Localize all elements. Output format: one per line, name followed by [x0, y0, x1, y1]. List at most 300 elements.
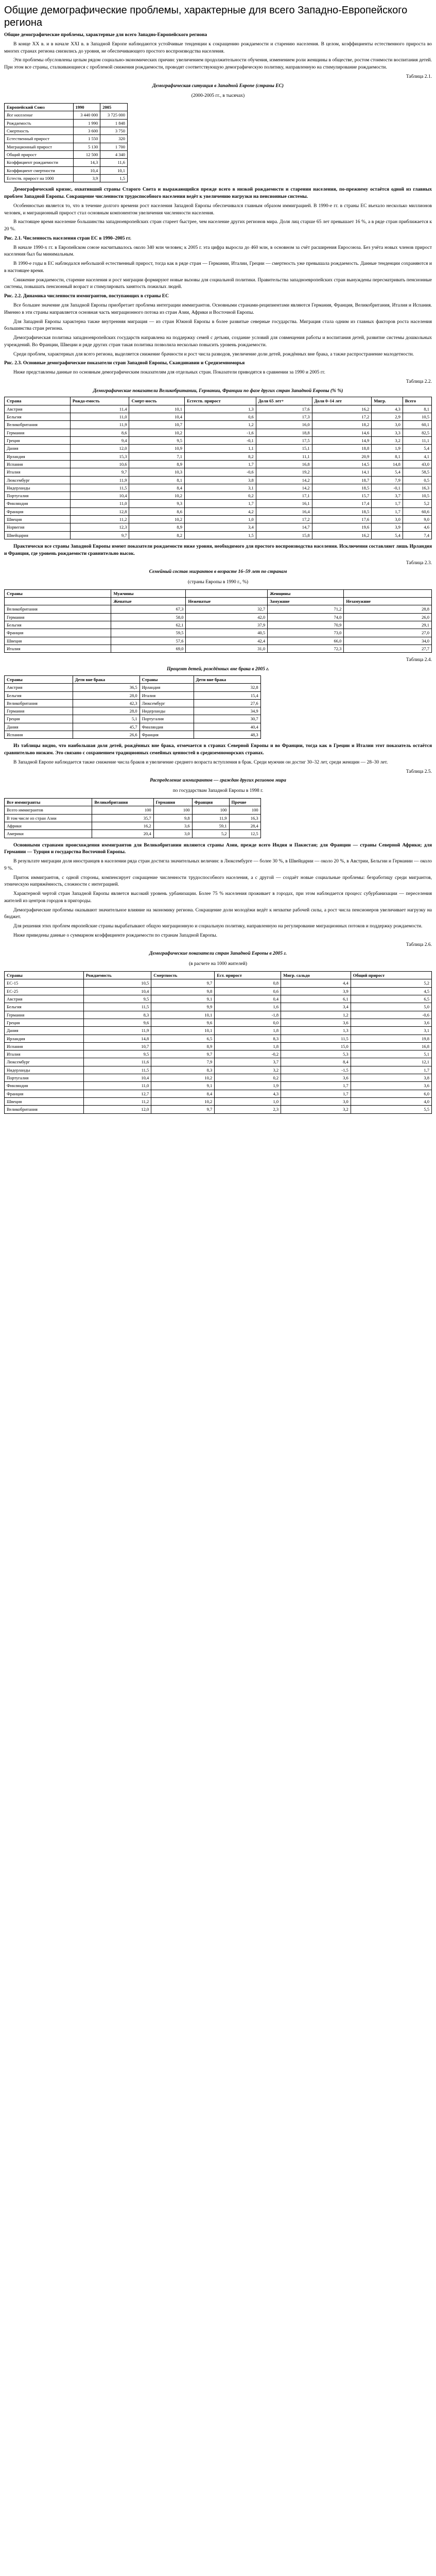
- table-cell: Коэффициент рождаемости: [5, 159, 74, 166]
- table-row: [5, 629, 432, 637]
- table-cell: 9,6: [151, 1019, 215, 1026]
- paragraph-20: Основными странами происхождения иммигрантов для Великобритании являются страны Азии, прежде всего Индия и Пакистан; для Франции — страны Северной Африки; для Германии — Турция и государства Восточной Европы.: [4, 842, 432, 855]
- table-cell: 8,9: [129, 460, 185, 468]
- table-cell: 58,0: [111, 613, 186, 621]
- table-cell: 3,6: [281, 1019, 351, 1026]
- paragraph-11: Все большее значение для Западной Европы приобретает проблема интеграции иммигрантов. Основными странами-реципиентами являются Германия, Франция, Великобритания, Италия и Испания. Именно в эти страны направляется основная часть миграционного потока из стран Азии, Африки и Восточной Европы.: [4, 302, 432, 315]
- table-5: [4, 798, 261, 838]
- table-cell: Франция: [5, 507, 71, 515]
- table1-caption: Демографическая ситуация в Западной Европе (страны ЕС): [152, 83, 284, 89]
- table-row: [5, 127, 128, 135]
- table-cell: 4,3: [372, 405, 403, 413]
- table-cell: 60,1: [403, 421, 431, 429]
- paragraph-8: В 1990-е годы в ЕС наблюдался небольшой естественный прирост, тогда как в ряде стран — Германии, Италии, Греции — смертность уже превышала рождаемость. Данные тенденции сохраняются и в настоящее время.: [4, 261, 432, 274]
- table-cell: 9,1: [151, 995, 215, 1003]
- table-cell: Италия: [5, 645, 111, 653]
- table-cell: 28,0: [73, 691, 139, 699]
- table-cell: 34,0: [344, 637, 432, 645]
- table-cell: 9,5: [83, 1050, 151, 1058]
- table-cell: Бельгия: [5, 1003, 84, 1011]
- table-cell: 19,8: [351, 1035, 431, 1042]
- table5-label: Таблица 2.5.: [406, 769, 432, 774]
- table-cell: Италия: [5, 468, 71, 476]
- table-cell: 12 500: [73, 151, 100, 159]
- table-row: [5, 637, 432, 645]
- table-row: [5, 830, 261, 838]
- table-cell: 10,2: [151, 1074, 215, 1082]
- table-cell: 58,5: [403, 468, 431, 476]
- table-cell: 3,0: [372, 421, 403, 429]
- table-cell: Финляндия: [5, 1082, 84, 1090]
- table-cell: Бельгия: [5, 413, 71, 421]
- table-row: [5, 1042, 432, 1050]
- table-header-row: [5, 675, 261, 683]
- table-cell: 4,0: [351, 1098, 431, 1106]
- table-header-cell: Ест. прирост: [215, 972, 281, 979]
- table-cell: 0,2: [215, 1074, 281, 1082]
- paragraph-1: В конце ХХ в. и в начале XXI в. в Западной Европе наблюдаются устойчивые тенденции к сокращению рождаемости и старению населения. В целом, коэффициенты естественного прироста во многих странах региона снизились до уровня, не обеспечивающего простого воспроизводства населения.: [4, 41, 432, 54]
- table-cell: 5,2: [403, 500, 431, 507]
- table-cell: Америки: [5, 830, 92, 838]
- table-cell: 8,4: [129, 484, 185, 492]
- table-cell: 40,5: [186, 629, 268, 637]
- table-header-cell: Европейский Союз: [5, 104, 74, 111]
- table-cell: Естественный прирост: [5, 135, 74, 143]
- table-header-cell: Страны: [139, 675, 194, 683]
- table-row: [5, 476, 432, 484]
- table-cell: 3,9: [281, 987, 351, 995]
- table-cell: 27,0: [344, 629, 432, 637]
- table-cell: 4 340: [100, 151, 128, 159]
- table-cell: 15,7: [312, 492, 372, 500]
- table-cell: 5,5: [351, 1106, 431, 1113]
- table-cell: 1,9: [372, 445, 403, 452]
- table-header-cell: Доля 0–14 лет: [312, 397, 372, 405]
- table-cell: Италия: [139, 691, 194, 699]
- table-cell: Италия: [5, 1050, 84, 1058]
- table-cell: 5,1: [73, 715, 139, 723]
- table-row: [5, 405, 432, 413]
- table-cell: 3,3: [372, 429, 403, 436]
- table-cell: 40,4: [194, 723, 260, 731]
- table-cell: 28,0: [73, 707, 139, 715]
- table-cell: 1,7: [372, 507, 403, 515]
- table-cell: Общий прирост: [5, 151, 74, 159]
- table-cell: 1,3: [184, 405, 256, 413]
- table-cell: 3,6: [351, 1019, 431, 1026]
- table-cell: 28,8: [344, 605, 432, 613]
- table-cell: 3,8: [351, 1074, 431, 1082]
- table-cell: 7,4: [403, 531, 431, 539]
- table-cell: 74,0: [268, 613, 344, 621]
- table-cell: 15,3: [70, 452, 129, 460]
- table-4: [4, 675, 261, 739]
- table-cell: Дания: [5, 445, 71, 452]
- table-cell: 10,7: [129, 421, 185, 429]
- table-cell: 8,3: [215, 1035, 281, 1042]
- table-cell: -0,1: [372, 484, 403, 492]
- table-cell: 18,8: [256, 429, 312, 436]
- table-cell: 9,9: [151, 1003, 215, 1011]
- paragraph-3: Демографический кризис, охвативший страны Старого Света и выражающийся прежде всего в низкой рождаемости и старении населения, по-прежнему остаётся одной из главных проблем Западной Европы. Сокращение численности трудоспособного населения ведёт к увеличению нагрузки на пенсионные системы.: [4, 187, 432, 200]
- table-cell: Франция: [5, 1090, 84, 1097]
- table-row: [5, 806, 261, 814]
- table-cell: 11,9: [70, 476, 129, 484]
- table-row: [5, 1090, 432, 1097]
- table-cell: Испания: [5, 1042, 84, 1050]
- table-cell: 14,8: [372, 460, 403, 468]
- table-cell: 9,0: [403, 516, 431, 523]
- table-cell: -0,6: [351, 1011, 431, 1019]
- table-row: [5, 436, 432, 444]
- table-subheader-cell: Женатые: [111, 598, 186, 605]
- table-row: [5, 1035, 432, 1042]
- table-cell: 6,5: [151, 1035, 215, 1042]
- table-cell: 42,4: [186, 637, 268, 645]
- table3-subcaption: (страны Европы в 1990 г., %): [187, 580, 249, 585]
- table-cell: -0,1: [184, 436, 256, 444]
- table-cell: 1,8: [215, 1042, 281, 1050]
- table-cell: 10,5: [83, 979, 151, 987]
- table-cell: 17,6: [256, 405, 312, 413]
- table-cell: 8,9: [129, 523, 185, 531]
- table-header-cell: Дети вне брака: [73, 675, 139, 683]
- table-cell: 2,9: [372, 413, 403, 421]
- table-row: [5, 723, 261, 731]
- table-cell: 9,8: [153, 814, 192, 822]
- table-cell: 15,8: [256, 531, 312, 539]
- table-cell: 5,4: [403, 445, 431, 452]
- table-cell: 31,0: [186, 645, 268, 653]
- table-row: [5, 531, 432, 539]
- table-3: [4, 589, 432, 653]
- table-cell: Бельгия: [5, 621, 111, 629]
- table-cell: 3 750: [100, 127, 128, 135]
- table-row: [5, 452, 432, 460]
- table6-label: Таблица 2.6.: [406, 942, 432, 947]
- paragraph-16: Ниже представлены данные по основным демографическим показателям для отдельных стран. Показатели приводятся в сравнении за 1990 и 2005 гг.: [13, 370, 325, 376]
- table-cell: Испания: [5, 731, 73, 739]
- table-cell: 1,0: [184, 516, 256, 523]
- page-title: Общие демографические проблемы, характерные для всего Западно-Европейского региона: [4, 5, 408, 28]
- table-cell: 18,5: [312, 507, 372, 515]
- table-cell: 42,0: [186, 613, 268, 621]
- table-cell: 9,4: [70, 436, 129, 444]
- table-row: [5, 814, 261, 822]
- table-cell: 14,2: [256, 476, 312, 484]
- table-cell: 4,4: [281, 979, 351, 987]
- table-cell: 7,1: [129, 452, 185, 460]
- table-cell: 59,1: [192, 822, 229, 829]
- table-cell: 9,7: [151, 979, 215, 987]
- table-cell: 57,6: [111, 637, 186, 645]
- table-cell: 9,5: [83, 995, 151, 1003]
- table-cell: Великобритания: [5, 699, 73, 707]
- table-cell: 1,1: [184, 445, 256, 452]
- table-cell: 3,4: [281, 1003, 351, 1011]
- table-header-cell: Страны: [5, 972, 84, 979]
- table-cell: 3,1: [184, 484, 256, 492]
- table-row: [5, 621, 432, 629]
- table-cell: 8,2: [184, 452, 256, 460]
- paragraph-7: В начале 1990-х гг. в Европейском союзе насчитывалось около 340 млн человек; к 2005 г. эта цифра выросла до 460 млн, в основном за счёт расширения Евросоюза. Без учёта новых членов прирост населения был бы минимальным.: [4, 245, 432, 258]
- table-row: [5, 429, 432, 436]
- table-cell: 8,3: [151, 1066, 215, 1074]
- table-cell: Нидерланды: [5, 1066, 84, 1074]
- table-cell: 72,3: [268, 645, 344, 653]
- table-cell: 14,6: [312, 429, 372, 436]
- table-cell: 100: [192, 806, 229, 814]
- table-cell: 18,2: [312, 421, 372, 429]
- table-cell: 26,0: [344, 613, 432, 621]
- table-cell: 30,7: [194, 715, 260, 723]
- table-cell: 5,1: [351, 1050, 431, 1058]
- table-cell: 10,3: [129, 468, 185, 476]
- table-cell: 10,4: [70, 492, 129, 500]
- table-cell: 8,9: [151, 1042, 215, 1050]
- table-cell: 11,5: [83, 1003, 151, 1011]
- table-cell: 11,0: [70, 413, 129, 421]
- table-cell: 1,5: [184, 531, 256, 539]
- table-cell: 8,2: [129, 531, 185, 539]
- table-cell: Швейцария: [5, 531, 71, 539]
- paragraph-12: Для Западной Европы характерна также внутренняя миграция — из стран Южной Европы в более развитые северные государства. Миграция стала одним из главных факторов роста населения большинства стран региона.: [4, 319, 432, 332]
- table-cell: 7,9: [151, 1058, 215, 1066]
- table-row: [5, 707, 261, 715]
- table-row: [5, 500, 432, 507]
- table-cell: 11,1: [256, 452, 312, 460]
- table-cell: 5,4: [372, 531, 403, 539]
- table-cell: 12,7: [83, 1090, 151, 1097]
- table-cell: 20,9: [312, 452, 372, 460]
- table-cell: 1,3: [281, 1027, 351, 1035]
- table-subheader-row: [5, 598, 432, 605]
- table-cell: 15,4: [194, 691, 260, 699]
- table-cell: Финляндия: [5, 500, 71, 507]
- table-cell: 2,3: [215, 1106, 281, 1113]
- table-cell: 8,1: [372, 452, 403, 460]
- table-cell: 27,6: [194, 699, 260, 707]
- table-cell: 1,2: [184, 421, 256, 429]
- table-cell: 9,7: [151, 1106, 215, 1113]
- table-cell: Австрия: [5, 995, 84, 1003]
- table-cell: Австрия: [5, 405, 71, 413]
- table-cell: 1,5: [100, 174, 128, 182]
- table-cell: Все население: [5, 111, 74, 119]
- table-cell: 32,8: [194, 684, 260, 691]
- paragraph-13: Демографическая политика западноевропейских государств направлена на поддержку семей с детьми, создание условий для совмещения работы и воспитания детей, развитие системы дошкольных учреждений. Во Франции, Швеции и ряде других стран такая политика позволила несколько повысить уровень рождаемости.: [4, 335, 432, 348]
- table-cell: 16,3: [229, 814, 260, 822]
- table-row: [5, 715, 261, 723]
- table-cell: Австрия: [5, 684, 73, 691]
- table-header-cell: Всего: [403, 397, 431, 405]
- table-cell: Франция: [139, 731, 194, 739]
- intro-heading: Общие демографические проблемы, характерные для всего Западно-Европейского региона: [4, 32, 207, 38]
- table-cell: 29,1: [344, 621, 432, 629]
- table-cell: 8,6: [129, 507, 185, 515]
- table-cell: 3,9: [73, 174, 100, 182]
- table-cell: Германия: [5, 429, 71, 436]
- table-cell: 3 725 000: [100, 111, 128, 119]
- table-cell: 10,5: [403, 492, 431, 500]
- table-cell: 82,5: [403, 429, 431, 436]
- table-cell: 0,4: [215, 995, 281, 1003]
- table-cell: 3,0: [281, 1098, 351, 1106]
- table-row: [5, 445, 432, 452]
- table-cell: 10,1: [151, 1011, 215, 1019]
- table-cell: Африки: [5, 822, 92, 829]
- table-cell: Финляндия: [139, 723, 194, 731]
- table-row: [5, 645, 432, 653]
- table-cell: 5,0: [351, 1003, 431, 1011]
- table-row: [5, 979, 432, 987]
- table5-subcaption: по государствам Западной Европы в 1998 г.: [172, 788, 264, 794]
- paragraph-22: Приток иммигрантов, с одной стороны, компенсирует сокращение численности трудоспособного населения, а с другой — создаёт новые социальные проблемы: безработицу среди мигрантов, этническую напряжённость, сложности с интеграцией.: [4, 875, 432, 888]
- document-page: [0, 0, 436, 1114]
- table-cell: 1 848: [100, 119, 128, 127]
- table-row: [5, 1066, 432, 1074]
- table-cell: 3,2: [215, 1066, 281, 1074]
- table-header-cell: Естеств. прирост: [184, 397, 256, 405]
- table-cell: 19,2: [256, 468, 312, 476]
- table-cell: 1,0: [215, 1098, 281, 1106]
- table-row: [5, 460, 432, 468]
- table-subheader-cell: Замужние: [268, 598, 344, 605]
- paragraph-4: Особенностью является то, что в течение долгого времени рост населения Западной Европы обеспечивался главным образом иммиграцией. В 1990-е гг. в страны ЕС въехало несколько миллионов человек, и миграционный прирост стал основным компонентом увеличения численности населения.: [4, 203, 432, 216]
- table-cell: 10,5: [403, 413, 431, 421]
- table-row: [5, 421, 432, 429]
- table-cell: 9,7: [151, 1050, 215, 1058]
- table-cell: 8,1: [129, 476, 185, 484]
- table-row: [5, 731, 261, 739]
- table-row: [5, 159, 128, 166]
- table-header-row: [5, 589, 432, 597]
- paragraph-24: Демографические проблемы оказывают значительное влияние на экономику региона. Сокращение доли молодёжи ведёт к нехватке рабочей силы, а рост числа пенсионеров увеличивает нагрузку на бюджет.: [4, 907, 432, 920]
- paragraph-23: Характерной чертой стран Западной Европы является высокий уровень урбанизации. Более 75 % населения проживает в городах, при этом наблюдается процесс субурбанизации — переселения жителей из центров городов в пригороды.: [4, 891, 432, 904]
- table-cell: 12,0: [70, 445, 129, 452]
- table-row: [5, 1011, 432, 1019]
- table-row: [5, 1106, 432, 1113]
- table-cell: 12,3: [70, 523, 129, 531]
- table-row: [5, 507, 432, 515]
- table-header-cell: Мужчины: [111, 589, 186, 597]
- table-cell: 17,1: [256, 492, 312, 500]
- table-header-cell: 1990: [73, 104, 100, 111]
- table-cell: 11,6: [83, 1058, 151, 1066]
- table-cell: 28,4: [229, 822, 260, 829]
- table-cell: 9,6: [83, 1019, 151, 1026]
- table2-caption: Демографические показатели Великобритании, Германии, Франции по фазе других стран Западной Европы (% %): [93, 388, 343, 394]
- table-header-row: [5, 397, 432, 405]
- table-cell: Люксембург: [5, 1058, 84, 1066]
- table3-label: Таблица 2.3.: [406, 560, 432, 566]
- table-cell: 0,0: [215, 1019, 281, 1026]
- table-header-cell: Мигр.: [372, 397, 403, 405]
- table-row: [5, 135, 128, 143]
- table-cell: Греция: [5, 715, 73, 723]
- table-cell: 8,4: [281, 1058, 351, 1066]
- table-cell: Франция: [5, 629, 111, 637]
- table-cell: 10,4: [83, 987, 151, 995]
- table-cell: 9,1: [151, 1082, 215, 1090]
- table-cell: 27,7: [344, 645, 432, 653]
- table-row: [5, 166, 128, 174]
- table-cell: 16,1: [256, 500, 312, 507]
- table-cell: 0,5: [403, 476, 431, 484]
- table-cell: 16,2: [92, 822, 153, 829]
- table-row: [5, 523, 432, 531]
- table-cell: 10,2: [129, 516, 185, 523]
- table-cell: 10,2: [129, 429, 185, 436]
- table-cell: 1,7: [184, 460, 256, 468]
- table-cell: 3,9: [372, 523, 403, 531]
- table-cell: 3,0: [372, 516, 403, 523]
- table-header-cell: Страны: [5, 675, 73, 683]
- table-cell: Ирландия: [139, 684, 194, 691]
- table-header-row: [5, 798, 261, 806]
- table-cell: 11,0: [83, 1082, 151, 1090]
- table-cell: 0,6: [215, 987, 281, 995]
- table-row: [5, 1058, 432, 1066]
- table-cell: 66,0: [268, 637, 344, 645]
- table-cell: Люксембург: [5, 476, 71, 484]
- table-cell: Нидерланды: [5, 484, 71, 492]
- table-cell: 5,2: [351, 979, 431, 987]
- table-cell: 6,0: [351, 1090, 431, 1097]
- table-cell: 8,6: [70, 429, 129, 436]
- table-cell: 100: [92, 806, 153, 814]
- table-6: [4, 971, 432, 1114]
- table-cell: 3,7: [372, 492, 403, 500]
- table-header-row: [5, 972, 432, 979]
- table-cell: 17,3: [256, 413, 312, 421]
- table-cell: 12,1: [351, 1058, 431, 1066]
- table-cell: 11,2: [70, 516, 129, 523]
- table-cell: 43,0: [403, 460, 431, 468]
- table-header-cell: [344, 589, 432, 597]
- table-cell: 62,1: [111, 621, 186, 629]
- table-cell: 1,6: [215, 1003, 281, 1011]
- table-cell: 12,5: [229, 830, 260, 838]
- table-cell: 17,2: [312, 413, 372, 421]
- table-cell: Всего иммигрантов: [5, 806, 92, 814]
- table-cell: 9,3: [129, 500, 185, 507]
- table-cell: 18,5: [312, 484, 372, 492]
- table-row: [5, 174, 128, 182]
- table-cell: 10,1: [100, 166, 128, 174]
- table-cell: 14,2: [256, 484, 312, 492]
- table-cell: 8,3: [83, 1011, 151, 1019]
- table-row: [5, 143, 128, 150]
- table-cell: 16,8: [256, 460, 312, 468]
- table-cell: 59,5: [111, 629, 186, 637]
- table-cell: -1,5: [281, 1066, 351, 1074]
- table-1: [4, 103, 128, 182]
- table1-subcaption: (2000-2005 гг., в тысячах): [191, 93, 245, 99]
- table-cell: Нидерланды: [139, 707, 194, 715]
- table-subheader-cell: Незамужние: [344, 598, 432, 605]
- table-row: [5, 699, 261, 707]
- table-cell: 10,4: [129, 413, 185, 421]
- table-cell: -1,6: [184, 429, 256, 436]
- table-cell: 3 440 000: [73, 111, 100, 119]
- table-cell: 3,6: [153, 822, 192, 829]
- table-cell: 16,0: [256, 421, 312, 429]
- table-row: [5, 1019, 432, 1026]
- table-cell: 19,6: [312, 523, 372, 531]
- table-cell: Испания: [5, 460, 71, 468]
- table-cell: 9,7: [70, 468, 129, 476]
